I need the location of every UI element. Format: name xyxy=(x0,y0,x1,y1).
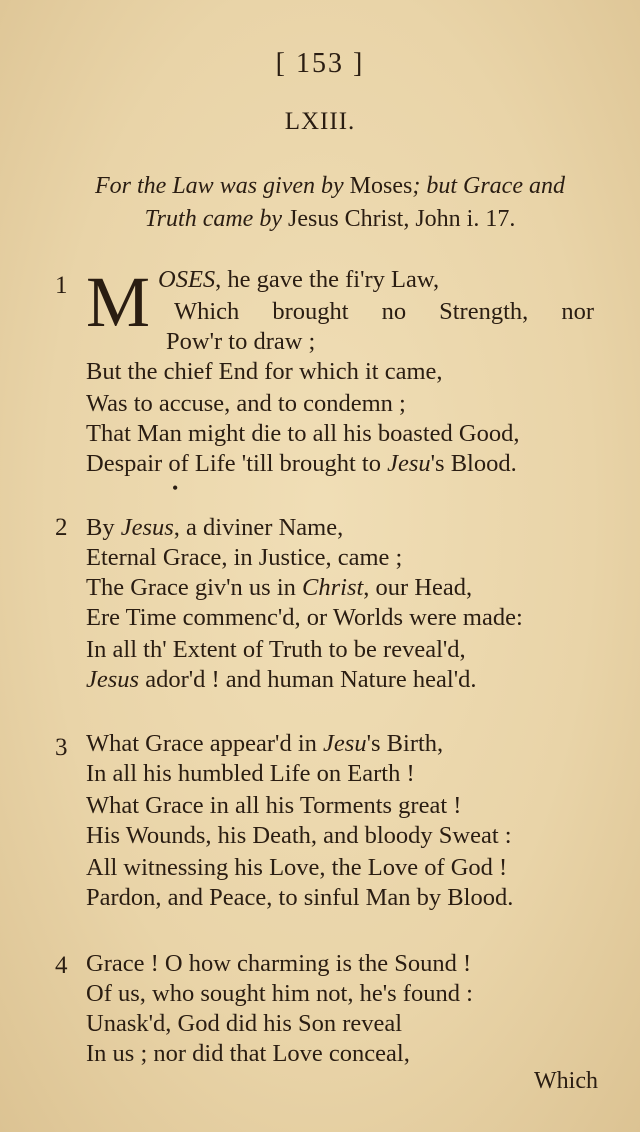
verse-line xyxy=(86,730,443,758)
verse-text: ador'd ! and human Nature heal'd. xyxy=(139,666,477,693)
verse-line: Pardon, and Peace, to sinful Man by Blood. xyxy=(86,884,514,911)
verse-line: In all th' Extent of Truth to be reveal'd, xyxy=(86,636,466,663)
verse-italic-word: Christ xyxy=(302,574,364,601)
page-number: [ 153 ] xyxy=(275,48,365,79)
subtitle-text-4: Jesus Christ, John i. 17. xyxy=(287,206,516,232)
verse-italic-word: OSES xyxy=(158,266,216,293)
verse-line: Unask'd, God did his Son reveal xyxy=(86,1010,403,1037)
verse-line: In us ; nor did that Love conceal, xyxy=(86,1040,410,1067)
verse-line: Was to accuse, and to condemn ; xyxy=(86,390,406,417)
verse-word: nor xyxy=(561,298,594,325)
verse-line: But the chief End for which it came, xyxy=(86,358,443,385)
verse-text: 's Birth, xyxy=(366,730,444,757)
verse-word: no xyxy=(381,298,407,325)
verse-line xyxy=(86,666,477,694)
subtitle-line-1 xyxy=(40,170,620,203)
hymn-subtitle xyxy=(40,170,620,236)
verse-text: By xyxy=(86,514,115,541)
verse-number: 1 xyxy=(55,272,68,299)
verse-italic-word: Jesus xyxy=(86,666,140,693)
verse-text: , our Head, xyxy=(363,574,473,601)
verse-line: Pow'r to draw ; xyxy=(166,328,316,355)
subtitle-text-2: ; but Grace and xyxy=(412,173,565,199)
verse-word: Strength, xyxy=(439,298,529,325)
drop-cap: M xyxy=(86,262,151,342)
verse-line xyxy=(86,574,472,602)
hymn-number: LXIII. xyxy=(284,108,356,135)
verse-text: 's Blood. xyxy=(430,450,517,477)
verse-text: The Grace giv'n us in xyxy=(86,574,296,601)
verse-text: , a diviner Name, xyxy=(173,514,344,541)
verse-word: Which xyxy=(174,298,240,325)
verse-line: Eternal Grace, in Justice, came ; xyxy=(86,544,403,571)
verse-line: In all his humbled Life on Earth ! xyxy=(86,760,415,787)
verse-line xyxy=(158,266,439,294)
verse-word: brought xyxy=(272,298,349,325)
verse-line: His Wounds, his Death, and bloody Sweat : xyxy=(86,822,512,849)
printing-dot: • xyxy=(172,478,179,498)
verse-number: 3 xyxy=(55,734,68,761)
verse-text: Despair of Life 'till brought to xyxy=(86,450,381,477)
verse-line: Grace ! O how charming is the Sound ! xyxy=(86,950,472,977)
verse-line: All witnessing his Love, the Love of God ! xyxy=(86,854,508,881)
catchword: Which xyxy=(534,1068,598,1094)
verse-line: What Grace in all his Torments great ! xyxy=(86,792,462,819)
verse-line: That Man might die to all his boasted Good, xyxy=(86,420,520,447)
verse-italic-word: Jesu xyxy=(387,450,431,477)
verse-italic-word: Jesus xyxy=(120,514,174,541)
verse-italic-word: Jesu xyxy=(323,730,367,757)
subtitle-name-moses: Moses xyxy=(349,173,413,199)
verse-text: , he gave the fi'ry Law, xyxy=(215,266,440,293)
verse-text: What Grace appear'd in xyxy=(86,730,317,757)
verse-line: Ere Time commenc'd, or Worlds were made: xyxy=(86,604,523,631)
verse-line xyxy=(86,450,517,478)
subtitle-text-3: Truth came by xyxy=(144,206,282,232)
verse-number: 4 xyxy=(55,952,68,979)
verse-number: 2 xyxy=(55,514,68,541)
verse-line: Of us, who sought him not, he's found : xyxy=(86,980,473,1007)
verse-line xyxy=(86,514,343,542)
subtitle-text-1: For the Law was given by xyxy=(95,173,344,199)
subtitle-line-2 xyxy=(40,203,620,236)
verse-line xyxy=(174,298,594,326)
